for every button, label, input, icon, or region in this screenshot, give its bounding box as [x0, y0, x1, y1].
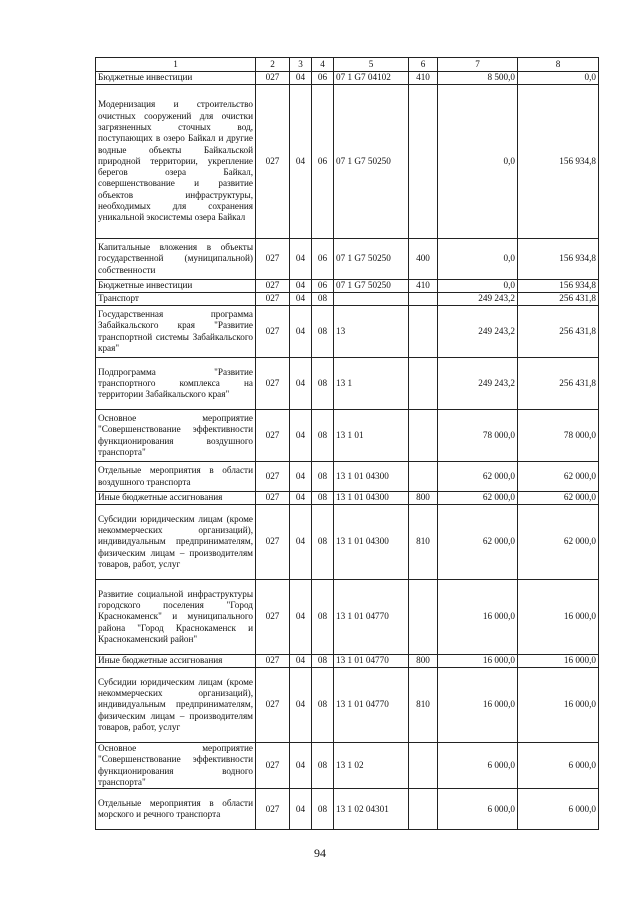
table-row [96, 462, 599, 492]
budget-table [95, 57, 599, 830]
row-admin-code: 027 [256, 505, 290, 580]
row-admin-code: 027 [256, 358, 290, 410]
row-amount-col8: 0,0 [518, 72, 599, 85]
row-target-code: 07 1 G7 50250 [334, 280, 409, 293]
row-expense-type [409, 306, 438, 358]
row-subsection: 08 [312, 358, 334, 410]
row-admin-code: 027 [256, 789, 290, 830]
row-admin-code: 027 [256, 410, 290, 462]
row-amount-col8: 62 000,0 [518, 505, 599, 580]
row-section: 04 [290, 306, 312, 358]
row-admin-code: 027 [256, 306, 290, 358]
row-expense-type: 800 [409, 655, 438, 668]
row-name: Капитальные вложения в объекты государственной (муниципальной) собственности [96, 239, 256, 280]
row-expense-type: 810 [409, 668, 438, 743]
row-amount-col7: 0,0 [438, 280, 518, 293]
row-amount-col7: 16 000,0 [438, 580, 518, 655]
column-header: 8 [518, 58, 599, 72]
row-name: Иные бюджетные ассигнования [96, 655, 256, 668]
row-target-code: 13 1 02 [334, 743, 409, 789]
row-admin-code: 027 [256, 280, 290, 293]
row-amount-col8: 256 431,8 [518, 358, 599, 410]
row-amount-col8: 156 934,8 [518, 85, 599, 239]
row-admin-code: 027 [256, 85, 290, 239]
row-name: Транспорт [96, 293, 256, 306]
row-subsection: 08 [312, 462, 334, 492]
row-target-code: 13 1 [334, 358, 409, 410]
row-section: 04 [290, 85, 312, 239]
row-name: Бюджетные инвестиции [96, 72, 256, 85]
row-name: Подпрограмма "Развитие транспортного комплекса на территории Забайкальского края" [96, 358, 256, 410]
row-admin-code: 027 [256, 462, 290, 492]
row-expense-type: 400 [409, 239, 438, 280]
row-section: 04 [290, 358, 312, 410]
row-amount-col8: 16 000,0 [518, 655, 599, 668]
row-target-code: 13 1 01 04770 [334, 580, 409, 655]
row-admin-code: 027 [256, 668, 290, 743]
row-admin-code: 027 [256, 72, 290, 85]
row-target-code [334, 293, 409, 306]
row-amount-col7: 62 000,0 [438, 492, 518, 505]
row-target-code: 13 1 01 04300 [334, 492, 409, 505]
row-target-code: 07 1 G7 04102 [334, 72, 409, 85]
row-amount-col8: 62 000,0 [518, 462, 599, 492]
row-subsection: 06 [312, 280, 334, 293]
row-name: Основное мероприятие "Совершенствование эффективности функционирования водного транспорта" [96, 743, 256, 789]
row-subsection: 08 [312, 492, 334, 505]
row-amount-col8: 6 000,0 [518, 743, 599, 789]
row-expense-type: 810 [409, 505, 438, 580]
row-section: 04 [290, 72, 312, 85]
row-target-code: 13 1 01 04300 [334, 505, 409, 580]
row-amount-col8: 62 000,0 [518, 492, 599, 505]
row-name: Государственная программа Забайкальского края "Развитие транспортной системы Забайкальского края" [96, 306, 256, 358]
row-section: 04 [290, 580, 312, 655]
row-section: 04 [290, 668, 312, 743]
table-row [96, 789, 599, 830]
row-section: 04 [290, 655, 312, 668]
row-amount-col7: 16 000,0 [438, 668, 518, 743]
row-amount-col7: 78 000,0 [438, 410, 518, 462]
row-section: 04 [290, 280, 312, 293]
table-row [96, 492, 599, 505]
row-amount-col8: 78 000,0 [518, 410, 599, 462]
table-row [96, 668, 599, 743]
table-body [96, 72, 599, 830]
row-expense-type [409, 410, 438, 462]
table-row [96, 655, 599, 668]
row-admin-code: 027 [256, 580, 290, 655]
row-section: 04 [290, 239, 312, 280]
table-row [96, 358, 599, 410]
row-amount-col7: 249 243,2 [438, 293, 518, 306]
row-target-code: 13 1 01 04770 [334, 668, 409, 743]
row-expense-type [409, 580, 438, 655]
column-header: 3 [290, 58, 312, 72]
table-row [96, 293, 599, 306]
table-row [96, 72, 599, 85]
row-amount-col8: 6 000,0 [518, 789, 599, 830]
row-expense-type [409, 358, 438, 410]
row-amount-col8: 256 431,8 [518, 306, 599, 358]
row-subsection: 08 [312, 505, 334, 580]
column-header: 4 [312, 58, 334, 72]
row-expense-type [409, 743, 438, 789]
row-amount-col7: 16 000,0 [438, 655, 518, 668]
row-name: Отдельные мероприятия в области воздушного транспорта [96, 462, 256, 492]
table-row [96, 410, 599, 462]
row-section: 04 [290, 462, 312, 492]
page-number: 94 [314, 846, 326, 860]
row-target-code: 13 1 01 [334, 410, 409, 462]
table-row [96, 85, 599, 239]
row-section: 04 [290, 789, 312, 830]
table-row [96, 306, 599, 358]
row-expense-type: 410 [409, 72, 438, 85]
row-name: Модернизация и строительство очистных сооружений для очистки загрязненных сточных вод, поступающих в озеро Байкал и другие водные объекты Байкальской природной территории, укрепление берегов озера Байкал, совершенствование и развитие объектов инфраструктуры, необходимых для сохранения уникальной экосистемы озера Байкал [96, 85, 256, 239]
row-amount-col8: 16 000,0 [518, 580, 599, 655]
row-target-code: 13 1 01 04300 [334, 462, 409, 492]
row-subsection: 08 [312, 580, 334, 655]
column-header: 6 [409, 58, 438, 72]
row-subsection: 06 [312, 85, 334, 239]
row-admin-code: 027 [256, 293, 290, 306]
row-target-code: 13 1 02 04301 [334, 789, 409, 830]
table-row [96, 239, 599, 280]
row-subsection: 06 [312, 72, 334, 85]
row-subsection: 08 [312, 789, 334, 830]
row-amount-col8: 156 934,8 [518, 239, 599, 280]
row-subsection: 08 [312, 668, 334, 743]
row-amount-col7: 62 000,0 [438, 505, 518, 580]
table-row [96, 280, 599, 293]
row-amount-col7: 0,0 [438, 239, 518, 280]
row-section: 04 [290, 743, 312, 789]
row-amount-col8: 16 000,0 [518, 668, 599, 743]
row-name: Основное мероприятие "Совершенствование эффективности функционирования воздушного транспорта" [96, 410, 256, 462]
row-expense-type [409, 462, 438, 492]
row-target-code: 13 1 01 04770 [334, 655, 409, 668]
row-amount-col7: 8 500,0 [438, 72, 518, 85]
row-subsection: 08 [312, 306, 334, 358]
row-admin-code: 027 [256, 743, 290, 789]
row-target-code: 07 1 G7 50250 [334, 85, 409, 239]
row-name: Иные бюджетные ассигнования [96, 492, 256, 505]
row-amount-col7: 6 000,0 [438, 743, 518, 789]
row-amount-col7: 249 243,2 [438, 306, 518, 358]
column-header: 2 [256, 58, 290, 72]
row-subsection: 08 [312, 410, 334, 462]
row-target-code: 07 1 G7 50250 [334, 239, 409, 280]
table-row [96, 580, 599, 655]
row-section: 04 [290, 410, 312, 462]
row-subsection: 08 [312, 293, 334, 306]
table-header-row [96, 58, 599, 72]
row-name: Субсидии юридическим лицам (кроме некоммерческих организаций), индивидуальным предпринимателям, физическим лицам – производителям товаров, работ, услуг [96, 668, 256, 743]
table-row [96, 505, 599, 580]
column-header: 1 [96, 58, 256, 72]
row-admin-code: 027 [256, 492, 290, 505]
row-admin-code: 027 [256, 239, 290, 280]
row-section: 04 [290, 492, 312, 505]
row-name: Субсидии юридическим лицам (кроме некоммерческих организаций), индивидуальным предпринимателям, физическим лицам – производителям товаров, работ, услуг [96, 505, 256, 580]
row-amount-col7: 6 000,0 [438, 789, 518, 830]
row-name: Развитие социальной инфраструктуры городского поселения "Город Краснокаменск" и муниципального района "Город Краснокаменск и Краснокаменский район" [96, 580, 256, 655]
row-expense-type [409, 293, 438, 306]
row-subsection: 08 [312, 743, 334, 789]
row-amount-col8: 256 431,8 [518, 293, 599, 306]
row-amount-col7: 249 243,2 [438, 358, 518, 410]
row-amount-col7: 0,0 [438, 85, 518, 239]
row-expense-type [409, 85, 438, 239]
row-expense-type: 800 [409, 492, 438, 505]
row-section: 04 [290, 505, 312, 580]
row-admin-code: 027 [256, 655, 290, 668]
row-subsection: 06 [312, 239, 334, 280]
row-target-code: 13 [334, 306, 409, 358]
column-header: 7 [438, 58, 518, 72]
column-header: 5 [334, 58, 409, 72]
table-row [96, 743, 599, 789]
row-expense-type: 410 [409, 280, 438, 293]
row-name: Отдельные мероприятия в области морского и речного транспорта [96, 789, 256, 830]
row-amount-col8: 156 934,8 [518, 280, 599, 293]
row-expense-type [409, 789, 438, 830]
row-name: Бюджетные инвестиции [96, 280, 256, 293]
row-amount-col7: 62 000,0 [438, 462, 518, 492]
row-subsection: 08 [312, 655, 334, 668]
row-section: 04 [290, 293, 312, 306]
